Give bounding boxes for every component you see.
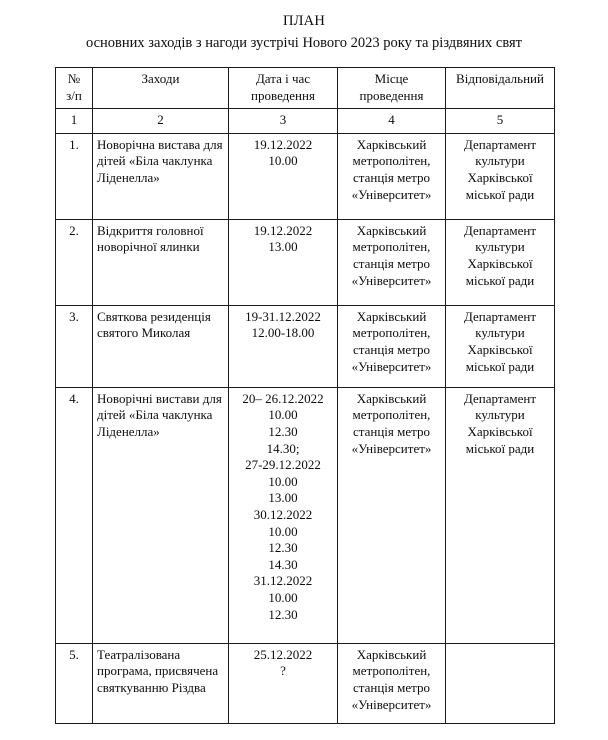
column-number-3: 3 [229,109,338,134]
table-row [56,387,555,643]
header-responsible-line1: Відповідальний [456,71,544,86]
row-event: Театралізована програма, присвячена святкуванню Різдва [93,643,229,723]
header-number-line1: № [67,71,81,86]
row-datetime: 19.12.2022 13.00 [229,219,338,305]
row-event: Святкова резиденція святого Миколая [93,305,229,387]
row-responsible: Департамент культури Харківської міської ради [446,133,555,219]
header-datetime-line2: проведення [251,87,315,103]
row-place: Харківський метрополітен, станція метро «Університет» [338,643,446,723]
row-event: Новорічні вистави для дітей «Біла чаклунка Ліденелла» [93,387,229,643]
row-index: 5. [56,643,93,723]
row-datetime: 20– 26.12.2022 10.00 12.30 14.30; 27-29.12.2022 10.00 13.00 30.12.2022 10.00 12.30 14.30 31.12.2022 10.00 12.30 [229,387,338,643]
column-number-1: 1 [56,109,93,134]
row-place: Харківський метрополітен, станція метро «Університет» [338,387,446,643]
header-number-line2: з/п [66,87,82,103]
table-row [56,219,555,305]
table-row [56,643,555,723]
row-datetime: 19-31.12.2022 12.00-18.00 [229,305,338,387]
row-index: 3. [56,305,93,387]
table-header-row [56,68,555,109]
row-place: Харківський метрополітен, станція метро «Університет» [338,219,446,305]
table-header [56,68,555,134]
plan-table [55,67,555,724]
header-cell-place [338,68,446,109]
row-place: Харківський метрополітен, станція метро «Університет» [338,305,446,387]
header-events-line1: Заходи [141,71,180,86]
row-responsible: Департамент культури Харківської міської ради [446,387,555,643]
page-subtitle: основних заходів з нагоди зустрічі Нового 2023 року та різдвяних свят [86,35,522,51]
row-index: 4. [56,387,93,643]
header-cell-datetime [229,68,338,109]
row-datetime: 19.12.2022 10.00 [229,133,338,219]
header-datetime-line1: Дата і час [255,71,311,86]
column-number-4: 4 [338,109,446,134]
row-responsible: Департамент культури Харківської міської ради [446,305,555,387]
header-place-line1: Місце [374,71,409,86]
row-responsible [446,643,555,723]
title-block [0,0,608,53]
row-event: Новорічна вистава для дітей «Біла чаклунка Ліденелла» [93,133,229,219]
row-responsible: Департамент культури Харківської міської ради [446,219,555,305]
row-place: Харківський метрополітен, станція метро «Університет» [338,133,446,219]
header-place-line2: проведення [359,87,424,103]
page-title: ПЛАН [282,13,326,29]
column-number-5: 5 [446,109,555,134]
row-event: Відкриття головної новорічної ялинки [93,219,229,305]
row-index: 2. [56,219,93,305]
header-cell-responsible [446,68,555,109]
plan-table-container [55,67,554,724]
row-datetime: 25.12.2022 ? [229,643,338,723]
column-number-row [56,109,555,134]
column-number-2: 2 [93,109,229,134]
row-index: 1. [56,133,93,219]
header-cell-events [93,68,229,109]
table-row [56,133,555,219]
table-row [56,305,555,387]
header-cell-number [56,68,93,109]
table-body [56,133,555,723]
